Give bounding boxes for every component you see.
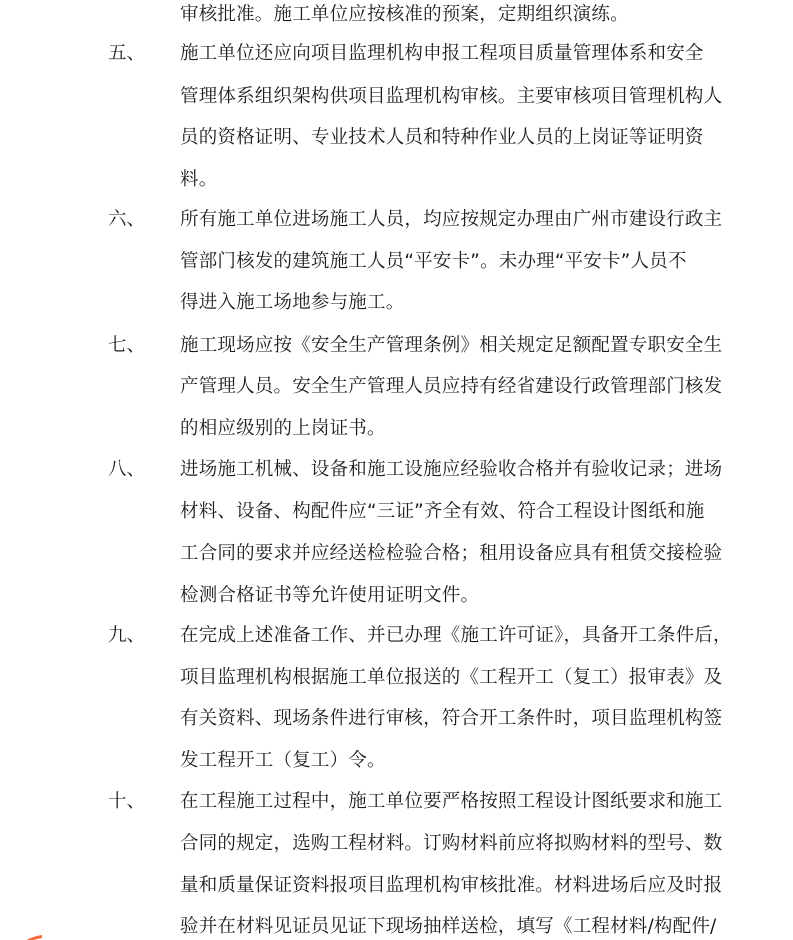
paragraph-line: 项目监理机构根据施工单位报送的《工程开工（复工）报审表》及 — [180, 667, 723, 688]
paragraph-line: 合同的规定，选购工程材料。订购材料前应将拟购材料的型号、数 — [180, 833, 723, 854]
paragraph-line: 验并在材料见证员见证下现场抽样送检，填写《工程材料/构配件/ — [180, 916, 717, 937]
paragraph-line: 的相应级别的上岗证书。 — [180, 418, 386, 439]
item-marker-8: 八、 — [108, 459, 146, 480]
paragraph-line: 料。 — [180, 169, 218, 190]
paragraph-line: 施工现场应按《安全生产管理条例》相关规定足额配置专职安全生 — [180, 335, 723, 356]
paragraph-line: 量和质量保证资料报项目监理机构审核批准。材料进场后应及时报 — [180, 875, 723, 896]
item-marker-10: 十、 — [108, 791, 146, 812]
paragraph-line: 工合同的要求并应经送检检验合格；租用设备应具有租赁交接检验 — [180, 543, 723, 564]
paragraph-line: 所有施工单位进场施工人员，均应按规定办理由广州市建设行政主 — [180, 209, 723, 230]
paragraph-line: 施工单位还应向项目监理机构申报工程项目质量管理体系和安全 — [180, 43, 704, 64]
paragraph-line: 材料、设备、构配件应“三证”齐全有效、符合工程设计图纸和施 — [180, 501, 705, 522]
paragraph-line: 得进入施工场地参与施工。 — [180, 292, 405, 313]
corner-mark-icon — [20, 930, 42, 940]
item-marker-9: 九、 — [108, 625, 146, 646]
item-marker-7: 七、 — [108, 335, 146, 356]
paragraph-line: 进场施工机械、设备和施工设施应经验收合格并有验收记录；进场 — [180, 459, 723, 480]
paragraph-line: 检测合格证书等允许使用证明文件。 — [180, 585, 480, 606]
paragraph-line: 发工程开工（复工）令。 — [180, 750, 386, 771]
paragraph-line: 在完成上述准备工作、并已办理《施工许可证》，具备开工条件后， — [180, 625, 732, 646]
paragraph-line: 管部门核发的建筑施工人员“平安卡”。未办理“平安卡”人员不 — [180, 251, 687, 272]
paragraph-line: 产管理人员。安全生产管理人员应持有经省建设行政管理部门核发 — [180, 376, 723, 397]
paragraph-line: 审核批准。施工单位应按核准的预案，定期组织演练。 — [180, 4, 629, 25]
paragraph-line: 管理体系组织架构供项目监理机构审核。主要审核项目管理机构人 — [180, 86, 723, 107]
item-marker-5: 五、 — [108, 43, 146, 64]
paragraph-line: 员的资格证明、专业技术人员和特种作业人员的上岗证等证明资 — [180, 127, 704, 148]
paragraph-line: 在工程施工过程中，施工单位要严格按照工程设计图纸要求和施工 — [180, 791, 723, 812]
paragraph-line: 有关资料、现场条件进行审核，符合开工条件时，项目监理机构签 — [180, 708, 723, 729]
item-marker-6: 六、 — [108, 209, 146, 230]
